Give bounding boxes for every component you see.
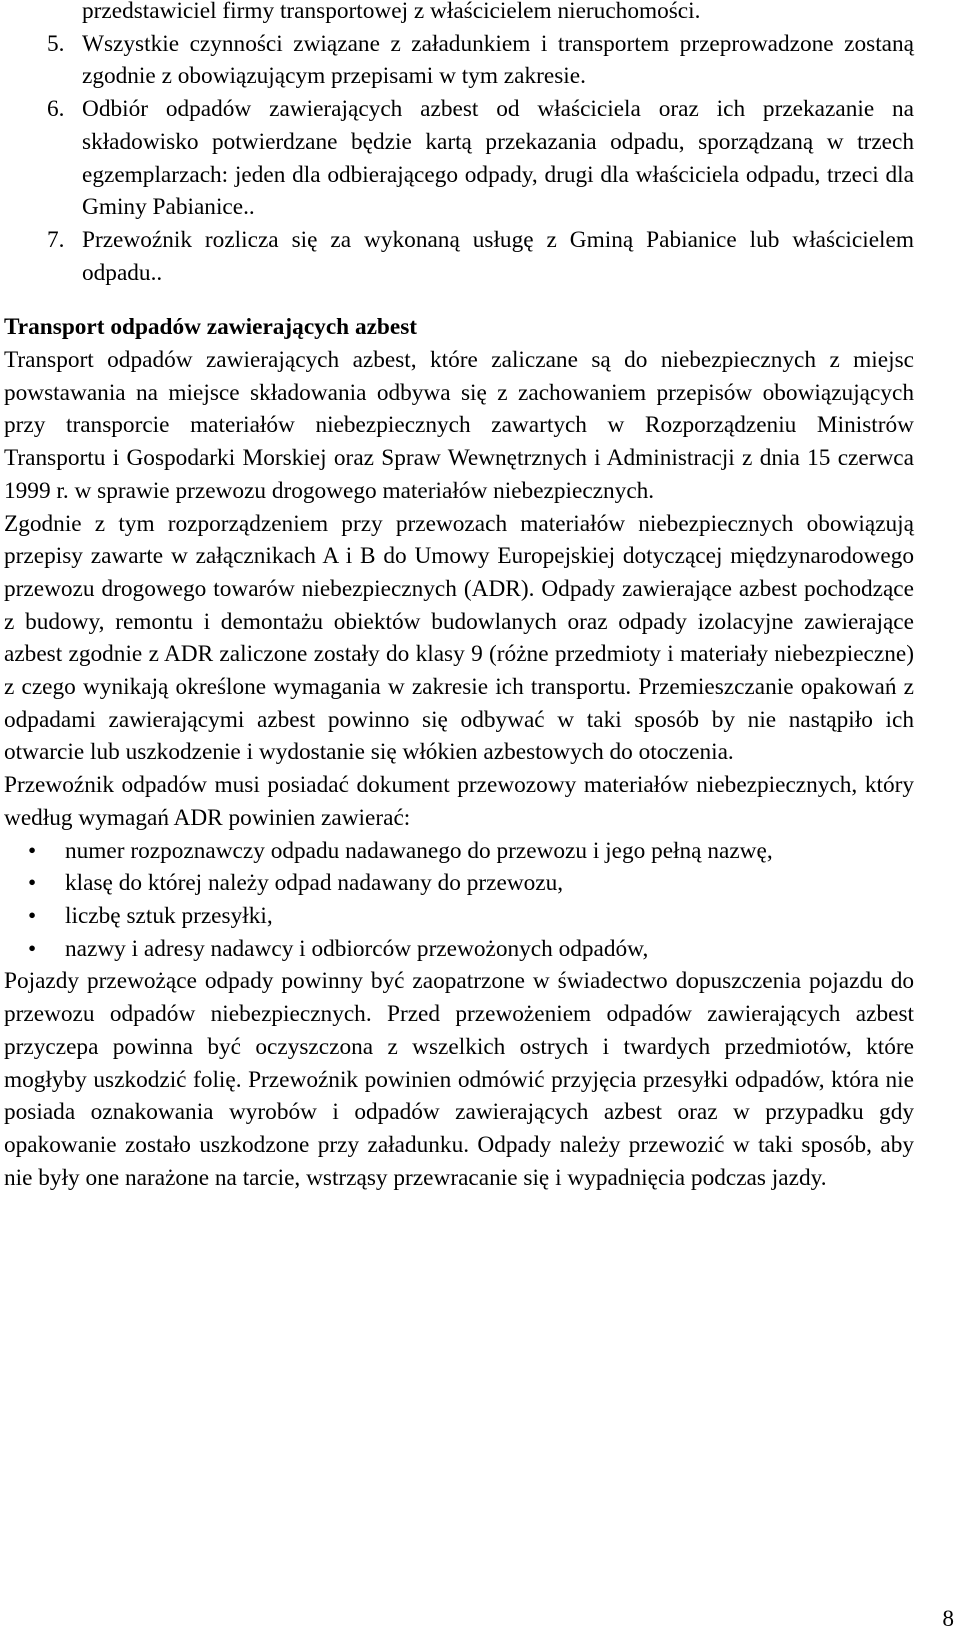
bullet-item — [4, 835, 914, 868]
item-text: Przewoźnik rozlicza się za wykonaną usługę z Gminą Pabianice lub właścicielem odpadu.. — [82, 226, 914, 286]
list-continuation-text: przedstawiciel firmy transportowej z właścicielem nieruchomości. — [82, 0, 701, 24]
document-page — [4, 0, 914, 1194]
bullet-icon: • — [28, 935, 37, 962]
paragraph-vehicle-requirements: Pojazdy przewożące odpady powinny być zaopatrzone w świadectwo dopuszczenia pojazdu do przewozu odpadów niebezpiecznych. Przed przewożeniem odpadów zawierających azbest przyczepa powinna być oczyszczona z wszelkich ostrych i twardych przedmiotów, które mogłyby uszkodzić folię. Przewoźnik powinien odmówić przyjęcia przesyłki odpadów, która nie posiada oznakowania wyrobów i odpadów zawierających azbest oraz w przypadku gdy opakowanie zostało uszkodzone przy załadunku. Odpady należy przewozić w taki sposób, aby nie były one narażone na tarcie, wstrząsy przewracanie się i wypadnięcia podczas jazdy. — [4, 968, 914, 1191]
bullet-text: klasę do której należy odpad nadawany do przewozu, — [65, 870, 564, 897]
bullet-item — [4, 867, 914, 900]
bullet-icon: • — [28, 902, 37, 929]
numbered-item-5 — [4, 28, 914, 93]
numbered-list — [4, 28, 914, 290]
paragraph-transport-regulations: Transport odpadów zawierających azbest, które zaliczane są do niebezpiecznych z miejsc powstawania na miejsce składowania odbywa się z zachowaniem przepisów obowiązujących przy transporcie materiałów niebezpiecznych zawartych w Rozporządzeniu Ministrów Transportu i Gospodarki Morskiej oraz Spraw Wewnętrznych i Administracji z dnia 15 czerwca 1999 r. w sprawie przewozu drogowego materiałów niebezpiecznych. — [4, 347, 914, 504]
item-number: 6. — [47, 96, 65, 123]
bullet-text: nazwy i adresy nadawcy i odbiorców przewożonych odpadów, — [65, 935, 649, 962]
page-number: 8 — [942, 1606, 954, 1632]
bullet-icon: • — [28, 870, 37, 897]
item-number: 5. — [47, 30, 65, 57]
paragraph-transport-document: Przewoźnik odpadów musi posiadać dokument przewozowy materiałów niebezpiecznych, który według wymagań ADR powinien zawierać: — [4, 772, 914, 831]
numbered-item-6 — [4, 93, 914, 224]
bullet-text: numer rozpoznawczy odpadu nadawanego do przewozu i jego pełną nazwę, — [65, 837, 773, 864]
section-heading: Transport odpadów zawierających azbest — [4, 314, 418, 341]
item-text: Odbiór odpadów zawierających azbest od właściciela oraz ich przekazanie na składowisko potwierdzane będzie kartą przekazania odpadu, sporządzaną w trzech egzemplarzach: jeden dla odbierającego odpady, drugi dla właściciela odpadu, trzeci dla Gminy Pabianice.. — [82, 96, 914, 221]
bullet-list — [4, 835, 914, 966]
item-text: Wszystkie czynności związane z załadunkiem i transportem przeprowadzone zostaną zgodnie z obowiązującym przepisami w tym zakresie. — [82, 30, 914, 90]
bullet-item — [4, 933, 914, 966]
numbered-item-7 — [4, 224, 914, 289]
bullet-text: liczbę sztuk przesyłki, — [65, 902, 273, 929]
bullet-item — [4, 900, 914, 933]
paragraph-adr-requirements: Zgodnie z tym rozporządzeniem przy przewozach materiałów niebezpiecznych obowiązują przepisy zawarte w załącznikach A i B do Umowy Europejskiej dotyczącej międzynarodowego przewozu drogowego towarów niebezpiecznych (ADR). Odpady zawierające azbest pochodzące z budowy, remontu i demontażu obiektów budowlanych oraz odpady izolacyjne zawierające azbest zgodnie z ADR zaliczone zostały do klasy 9 (różne przedmioty i materiały niebezpieczne) z czego wynikają określone wymagania w zakresie ich transportu. Przemieszczanie opakowań z odpadami zawierającymi azbest powinno się odbywać w taki sposób by nie nastąpiło ich otwarcie lub uszkodzenie i wydostanie się włókien azbestowych do otoczenia. — [4, 510, 914, 766]
bullet-icon: • — [28, 837, 37, 864]
item-number: 7. — [47, 226, 65, 253]
